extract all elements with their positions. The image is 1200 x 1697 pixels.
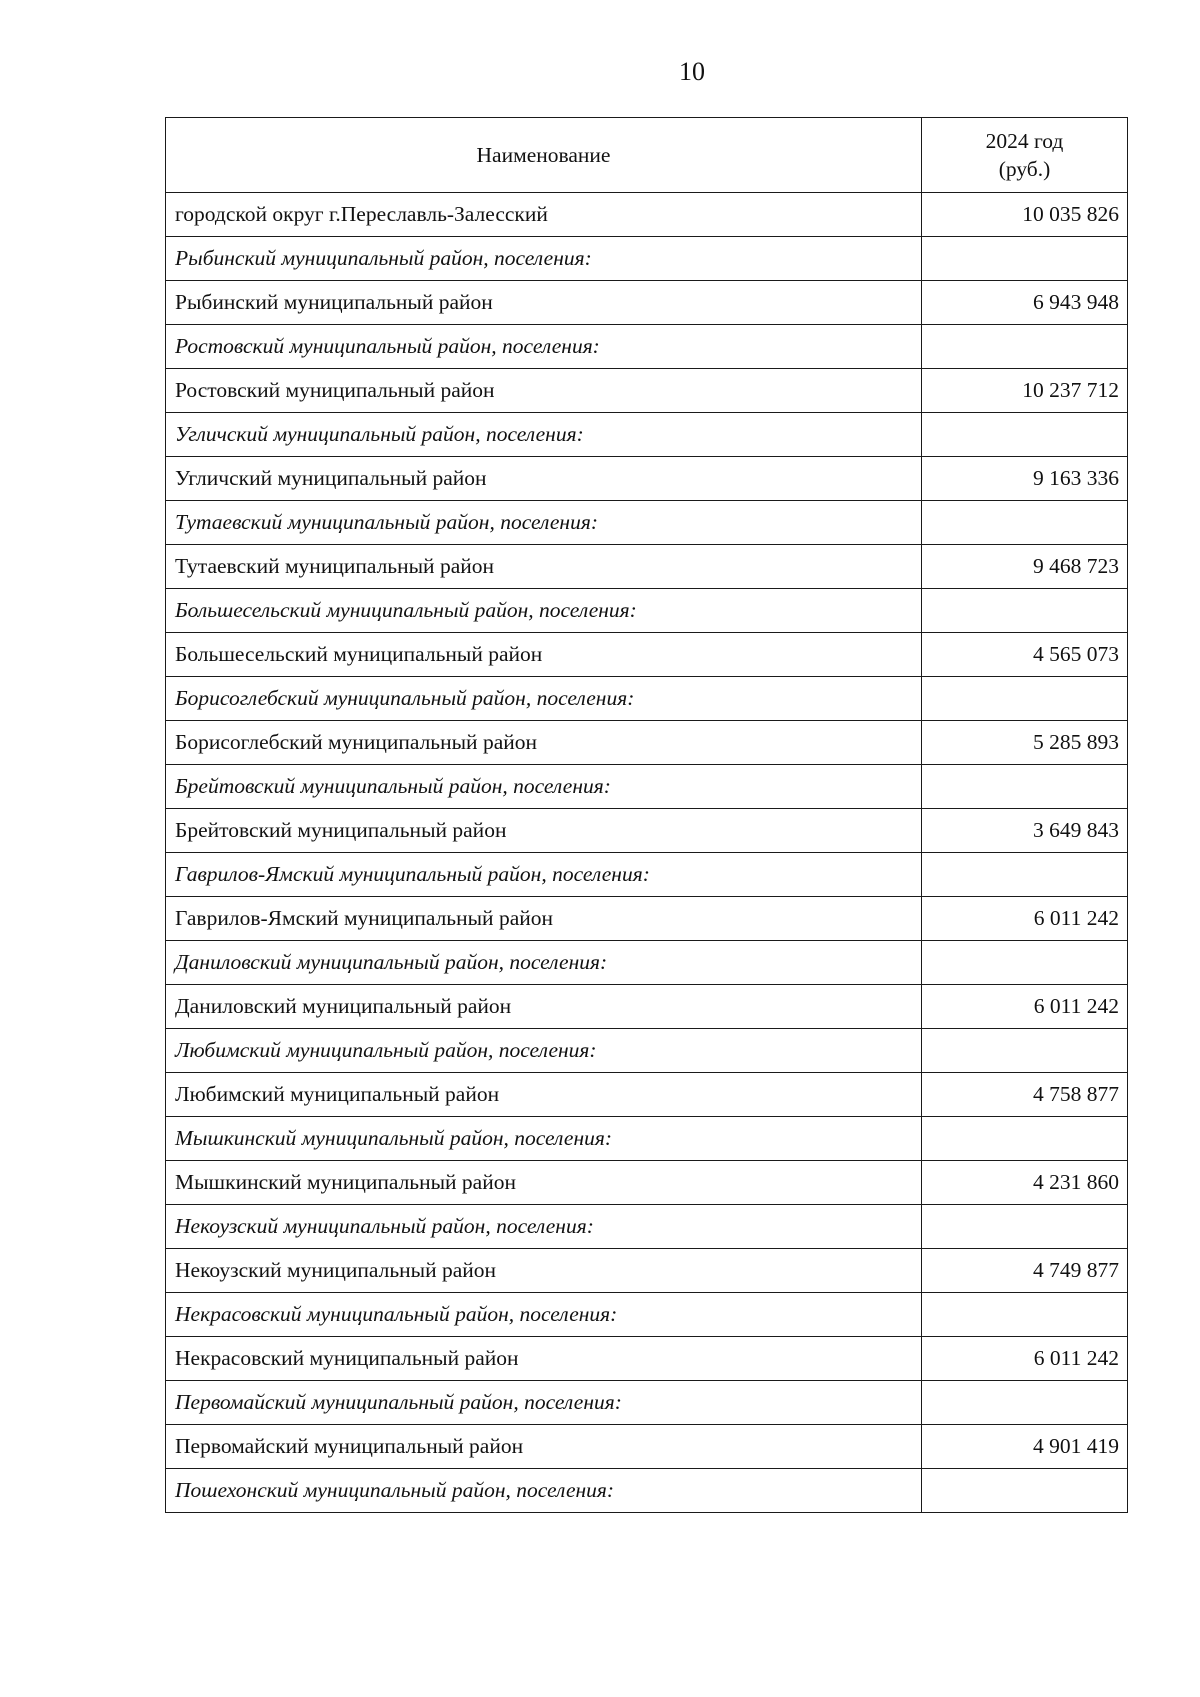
row-value: 4 231 860 [922,1161,1128,1205]
page-number: 10 [679,57,705,86]
row-name: Пошехонский муниципальный район, поселения: [166,1469,922,1513]
row-name: Тутаевский муниципальный район, поселения: [166,501,922,545]
row-value: 3 649 843 [922,809,1128,853]
row-value: 4 758 877 [922,1073,1128,1117]
header-name: Наименование [166,118,922,193]
row-name: Первомайский муниципальный район, поселения: [166,1381,922,1425]
row-name: Мышкинский муниципальный район [166,1161,922,1205]
row-name: Ростовский муниципальный район, поселения: [166,325,922,369]
row-name: Гаврилов-Ямский муниципальный район, поселения: [166,853,922,897]
row-value: 4 749 877 [922,1249,1128,1293]
table-row-section [166,853,1128,897]
table-row [166,457,1128,501]
table-row [166,545,1128,589]
table-row-section [166,501,1128,545]
table-header [166,118,1128,193]
row-value [922,1029,1128,1073]
row-name: Брейтовский муниципальный район [166,809,922,853]
table-row [166,281,1128,325]
table-row [166,721,1128,765]
row-name: Мышкинский муниципальный район, поселения: [166,1117,922,1161]
row-value: 6 943 948 [922,281,1128,325]
table-row-section [166,1205,1128,1249]
row-value: 10 035 826 [922,193,1128,237]
row-value: 9 163 336 [922,457,1128,501]
row-name: городской округ г.Переславль-Залесский [166,193,922,237]
table-row-section [166,1029,1128,1073]
row-name: Угличский муниципальный район, поселения: [166,413,922,457]
table-row [166,985,1128,1029]
row-value [922,1205,1128,1249]
table-row [166,1249,1128,1293]
table-row [166,897,1128,941]
row-value: 4 901 419 [922,1425,1128,1469]
row-value [922,413,1128,457]
table-row-section [166,325,1128,369]
table-row [166,633,1128,677]
table-row [166,1425,1128,1469]
row-name: Большесельский муниципальный район, поселения: [166,589,922,633]
table-body [166,193,1128,1513]
table-row-section [166,1117,1128,1161]
table-row [166,193,1128,237]
row-name: Любимский муниципальный район, поселения: [166,1029,922,1073]
table-row-section [166,237,1128,281]
row-name: Некоузский муниципальный район, поселения: [166,1205,922,1249]
row-value: 9 468 723 [922,545,1128,589]
table-row [166,809,1128,853]
table-row-section [166,589,1128,633]
row-name: Гаврилов-Ямский муниципальный район [166,897,922,941]
row-name: Рыбинский муниципальный район [166,281,922,325]
row-name: Ростовский муниципальный район [166,369,922,413]
row-name: Большесельский муниципальный район [166,633,922,677]
row-name: Даниловский муниципальный район, поселения: [166,941,922,985]
header-value-year: 2024 год [985,129,1064,153]
row-name: Угличский муниципальный район [166,457,922,501]
row-value [922,325,1128,369]
row-value: 6 011 242 [922,897,1128,941]
row-name: Рыбинский муниципальный район, поселения: [166,237,922,281]
table-row [166,1073,1128,1117]
row-value [922,765,1128,809]
row-name: Борисоглебский муниципальный район, поселения: [166,677,922,721]
row-value [922,1469,1128,1513]
table-row-section [166,677,1128,721]
row-value [922,237,1128,281]
row-name: Тутаевский муниципальный район [166,545,922,589]
table-header-row [166,118,1128,193]
row-name: Некрасовский муниципальный район, поселения: [166,1293,922,1337]
table-row [166,369,1128,413]
table-row [166,1161,1128,1205]
row-name: Брейтовский муниципальный район, поселения: [166,765,922,809]
row-value: 6 011 242 [922,1337,1128,1381]
row-value: 10 237 712 [922,369,1128,413]
row-value [922,501,1128,545]
table-row-section [166,1381,1128,1425]
row-name: Любимский муниципальный район [166,1073,922,1117]
row-name: Даниловский муниципальный район [166,985,922,1029]
row-value [922,853,1128,897]
row-value: 5 285 893 [922,721,1128,765]
row-value [922,1293,1128,1337]
row-name: Некрасовский муниципальный район [166,1337,922,1381]
table-row-section [166,1293,1128,1337]
row-name: Борисоглебский муниципальный район [166,721,922,765]
row-value [922,589,1128,633]
row-value: 6 011 242 [922,985,1128,1029]
budget-table [165,117,1128,1513]
row-name: Некоузский муниципальный район [166,1249,922,1293]
row-value [922,941,1128,985]
table-row-section [166,413,1128,457]
table-row-section [166,765,1128,809]
row-name: Первомайский муниципальный район [166,1425,922,1469]
row-value [922,1117,1128,1161]
table-row-section [166,1469,1128,1513]
table-row [166,1337,1128,1381]
row-value [922,677,1128,721]
table-row-section [166,941,1128,985]
row-value [922,1381,1128,1425]
header-value [922,118,1128,193]
header-value-unit: (руб.) [998,157,1051,181]
row-value: 4 565 073 [922,633,1128,677]
